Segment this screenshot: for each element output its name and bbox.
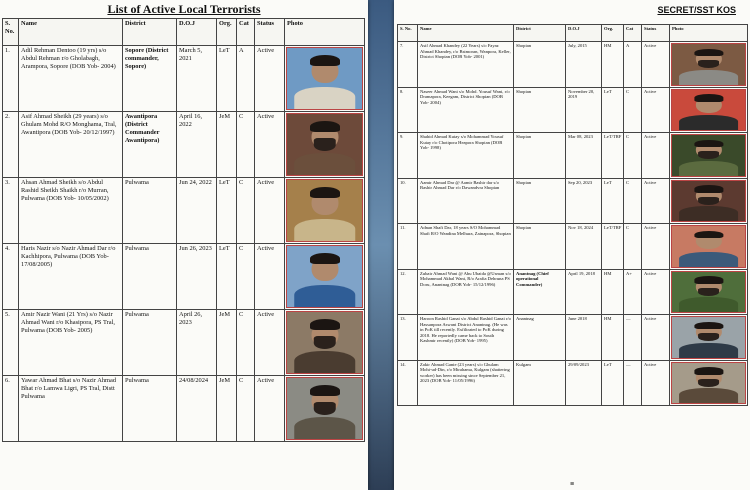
cell-cat: C (237, 244, 255, 310)
column-header: D.O.J (566, 25, 602, 42)
person-photo (671, 225, 746, 268)
column-header: Org. (602, 25, 624, 42)
cell-district: Shopian (514, 87, 566, 133)
person-photo (286, 179, 363, 242)
column-header: S. No. (398, 25, 418, 42)
cell-photo (670, 224, 748, 270)
cell-name: Adil Rehman Dentoo (19 yrs) s/o Abdul Rehman r/o Gholabagh, Arampora, Sopore (DOB Yob- 2004) (19, 46, 123, 112)
table-row (398, 269, 748, 315)
cell-status: Active (255, 46, 285, 112)
person-photo (286, 47, 363, 110)
column-header: District (514, 25, 566, 42)
cell-name: Zubair Ahmad Wani @ Abu Ubaida @Usman s/o Mohammad Akbal Wani, R/o Arafia Dehruna PS Doru, Anantnag (DOB Yob- 15/12/1996) (418, 269, 514, 315)
column-header: Photo (285, 19, 365, 46)
cell-sno: 13. (398, 315, 418, 361)
cell-photo (670, 315, 748, 361)
cell-sno: 7. (398, 42, 418, 88)
cell-district: Shopian (514, 42, 566, 88)
cell-status: Active (642, 315, 670, 361)
cell-photo (670, 360, 748, 406)
cell-district: Kulgam (514, 360, 566, 406)
cell-status: Active (642, 269, 670, 315)
cell-org: HM (602, 269, 624, 315)
person-photo (671, 362, 746, 405)
cell-doj: March 5, 2021 (177, 46, 217, 112)
person-photo (286, 377, 363, 440)
table-row (398, 224, 748, 270)
column-header: S. No. (3, 19, 19, 46)
column-header: Cat (624, 25, 642, 42)
column-header: Cat (237, 19, 255, 46)
cell-org: HM (602, 42, 624, 88)
right-document-page (394, 0, 750, 490)
cell-cat: — (624, 360, 642, 406)
cell-cat: C (237, 376, 255, 442)
cell-cat: C (237, 178, 255, 244)
table-header-row (398, 25, 748, 42)
cell-photo (285, 310, 365, 376)
cell-photo (670, 87, 748, 133)
cell-cat: A (237, 46, 255, 112)
cell-doj: June 2018 (566, 315, 602, 361)
cell-district: Awantipora (District Commander Awantipora) (123, 112, 177, 178)
cell-cat: C (237, 310, 255, 376)
cell-status: Active (642, 224, 670, 270)
cell-photo (670, 42, 748, 88)
table-row (3, 376, 365, 442)
page-footer-mark: ≡ (569, 481, 575, 488)
cell-status: Active (255, 244, 285, 310)
cell-sno: 9. (398, 133, 418, 179)
column-header: Name (19, 19, 123, 46)
cell-name: Asif Ahmad Sheikh (29 years) s/o Ghulam Mohd R/O Monghama, Tral, Awantipora (DOB Yob- 20/12/1997) (19, 112, 123, 178)
cell-sno: 5. (3, 310, 19, 376)
cell-photo (285, 112, 365, 178)
cell-org: LeT/TRF (602, 133, 624, 179)
table-row (3, 178, 365, 244)
cell-org: LeT (217, 178, 237, 244)
cell-doj: Jun 26, 2023 (177, 244, 217, 310)
cell-status: Active (642, 360, 670, 406)
person-photo (286, 245, 363, 308)
cell-sno: 3. (3, 178, 19, 244)
cell-org: LeT (602, 360, 624, 406)
cell-name: Zakir Ahmad Ganie (23 years) s/o Ghulam Mohi-ud-Din, r/o Mtrahama, Kulgam (shattering worker) has been missing since September 21, 2023 (DOB Yob- 11/05/1996) (418, 360, 514, 406)
person-photo (286, 311, 363, 374)
cell-photo (670, 133, 748, 179)
cell-district: Shopian (514, 178, 566, 224)
cell-cat: C (624, 178, 642, 224)
cell-org: HM (602, 315, 624, 361)
cell-name: Haroon Rashid Ganai s/o Abdul Rashid Ganai r/o Hassanpora Aswani District Anantnag. (He was in PoK till recently. Exfiltrated to PoK during 2018. He reportedly came back to South Kashmir recently) (DOB Yob- 1995) (418, 315, 514, 361)
cell-doj: 29/09/2023 (566, 360, 602, 406)
cell-doj: April 19, 2018 (566, 269, 602, 315)
cell-status: Active (255, 376, 285, 442)
cell-cat: C (237, 112, 255, 178)
table-row (398, 315, 748, 361)
cell-cat: C (624, 133, 642, 179)
cell-cat: A+ (624, 269, 642, 315)
cell-photo (285, 244, 365, 310)
cell-name: Yawar Ahmad Bhat s/o Nazir Ahmad Bhat r/o Lamwa Ligri, PS Tral, Distt Pulwama (19, 376, 123, 442)
cell-doj: April 16, 2022 (177, 112, 217, 178)
cell-doj: Sep 20, 2023 (566, 178, 602, 224)
cell-org: LeT (217, 46, 237, 112)
cell-status: Active (255, 310, 285, 376)
person-photo (671, 271, 746, 314)
right-table (397, 24, 748, 406)
person-photo (286, 113, 363, 176)
table-row (3, 112, 365, 178)
cell-status: Active (642, 87, 670, 133)
table-row (398, 178, 748, 224)
cell-sno: 8. (398, 87, 418, 133)
cell-photo (285, 46, 365, 112)
person-photo (671, 43, 746, 86)
cell-cat: C (624, 224, 642, 270)
cell-doj: November 20, 2019 (566, 87, 602, 133)
cell-sno: 2. (3, 112, 19, 178)
cell-org: LeT/TRF (602, 224, 624, 270)
cell-org: JeM (217, 310, 237, 376)
cell-name: Aamir Ahmad Dar @ Aamir Bashir dar s/o Bashir Ahmad Dar r/o Dawandvra Shopian (418, 178, 514, 224)
cell-org: LeT (602, 178, 624, 224)
cell-name: Naseer Ahmad Wani s/o Mohd. Yousuf Wani, r/o Dramapora, Keegam, District Shopian (DOB Yob- 2004) (418, 87, 514, 133)
cell-sno: 12. (398, 269, 418, 315)
cell-org: JeM (217, 112, 237, 178)
cell-doj: April 26, 2023 (177, 310, 217, 376)
cell-sno: 11. (398, 224, 418, 270)
cell-doj: July, 2015 (566, 42, 602, 88)
cell-org: JeM (217, 376, 237, 442)
classification-header: SECRET/SST KOS (657, 5, 736, 15)
person-photo (671, 180, 746, 223)
cell-photo (670, 269, 748, 315)
cell-org: LeT (217, 244, 237, 310)
cell-district: Sopore (District commander, Sopore) (123, 46, 177, 112)
cell-doj: Jun 24, 2022 (177, 178, 217, 244)
cell-status: Active (255, 112, 285, 178)
left-table (2, 18, 365, 442)
cell-sno: 6. (3, 376, 19, 442)
cell-cat: C (624, 87, 642, 133)
cell-sno: 10. (398, 178, 418, 224)
column-header: District (123, 19, 177, 46)
cell-name: Ahsan Ahmad Sheikh s/o Abdul Rashid Sheikh Shaikh r/o Murran, Pulwama (DOB Yob- 10/05/2002) (19, 178, 123, 244)
cell-status: Active (642, 178, 670, 224)
column-header: Name (418, 25, 514, 42)
column-header: D.O.J (177, 19, 217, 46)
table-row (398, 133, 748, 179)
cell-district: Anantnag (514, 315, 566, 361)
table-row (398, 360, 748, 406)
column-header: Photo (670, 25, 748, 42)
table-row (398, 42, 748, 88)
left-document-page (0, 0, 368, 490)
cell-photo (285, 178, 365, 244)
cell-name: Asif Ahmad Khandey (22 Years) s/o Fayaz Ahmad Khandey, r/o Bstmoran, Wanpora, Keller, District Shopian (DOB Yob- 2001) (418, 42, 514, 88)
table-row (3, 46, 365, 112)
cell-district: Anantnag (Chief operational Commander) (514, 269, 566, 315)
cell-name: Adnan Shafi Dar, 18 years S/O Mohammad Shafi R/O Wandina Melhura, Zainapora, Shopian (418, 224, 514, 270)
person-photo (671, 316, 746, 359)
cell-sno: 1. (3, 46, 19, 112)
cell-sno: 4. (3, 244, 19, 310)
cell-district: Pulwama (123, 178, 177, 244)
column-header: Status (642, 25, 670, 42)
document-title: List of Active Local Terrorists (107, 2, 261, 16)
person-photo (671, 134, 746, 177)
cell-cat: — (624, 315, 642, 361)
cell-name: Shahid Ahmad Kutay s/o Mohammad Yousuf Kutay r/o Chotipora Heapora Shopian (DOB Yob- 1998) (418, 133, 514, 179)
cell-district: Shopian (514, 133, 566, 179)
cell-cat: A (624, 42, 642, 88)
table-row (3, 244, 365, 310)
column-header: Org. (217, 19, 237, 46)
cell-doj: Nov 18, 2024 (566, 224, 602, 270)
cell-doj: Mar 08, 2023 (566, 133, 602, 179)
table-row (3, 310, 365, 376)
cell-sno: 14. (398, 360, 418, 406)
cell-name: Amir Nazir Wani (21 Yrs) s/o Nazir Ahmad Wani r/o Khasipora, PS Tral, Pulwama (DOB Yob- 2005) (19, 310, 123, 376)
cell-photo (285, 376, 365, 442)
cell-doj: 24/08/2024 (177, 376, 217, 442)
cell-district: Pulwama (123, 310, 177, 376)
table-row (398, 87, 748, 133)
column-header: Status (255, 19, 285, 46)
cell-district: Shopian (514, 224, 566, 270)
cell-district: Pulwama (123, 376, 177, 442)
person-photo (671, 89, 746, 132)
cell-name: Haris Nazir s/o Nazir Ahmad Dar r/o Kachhipora, Pulwama (DOB Yob- 17/08/2005) (19, 244, 123, 310)
cell-status: Active (642, 133, 670, 179)
cell-district: Pulwama (123, 244, 177, 310)
cell-org: LeT (602, 87, 624, 133)
cell-photo (670, 178, 748, 224)
table-header-row (3, 19, 365, 46)
cell-status: Active (255, 178, 285, 244)
cell-status: Active (642, 42, 670, 88)
